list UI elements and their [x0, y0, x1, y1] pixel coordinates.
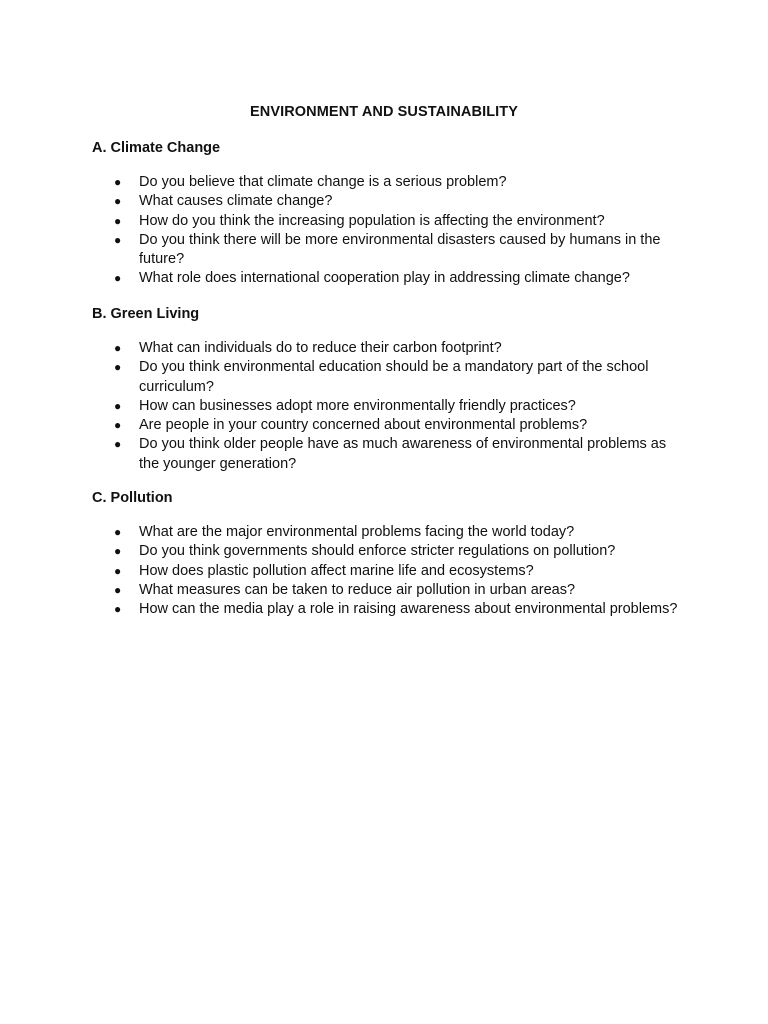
question-list	[92, 523, 682, 619]
list-item	[92, 562, 682, 581]
bullet-icon: ●	[114, 437, 122, 452]
bullet-icon: ●	[114, 341, 122, 355]
bullet-icon: ●	[114, 213, 122, 228]
section-green-living	[92, 305, 682, 474]
list-item	[92, 542, 682, 561]
bullet-icon: ●	[114, 418, 122, 433]
question-text: How can businesses adopt more environmentally friendly practices?	[139, 397, 576, 414]
bullet-icon: ●	[114, 271, 122, 286]
section-heading: C. Pollution	[92, 490, 173, 506]
section-heading: B. Green Living	[92, 306, 200, 322]
document-title: ENVIRONMENT AND SUSTAINABILITY	[249, 104, 519, 120]
bullet-icon: ●	[114, 232, 122, 247]
question-text: What measures can be taken to reduce air pollution in urban areas?	[139, 581, 576, 598]
list-item	[92, 231, 682, 270]
question-list	[92, 339, 682, 474]
question-text: How can the media play a role in raising awareness about environmental problems?	[139, 601, 678, 618]
list-item	[92, 269, 682, 288]
bullet-icon: ●	[114, 398, 122, 413]
question-text: What can individuals do to reduce their carbon footprint?	[139, 340, 502, 356]
list-item	[92, 173, 682, 192]
bullet-icon: ●	[114, 175, 122, 189]
section-climate-change	[92, 139, 682, 289]
section-pollution	[92, 489, 682, 619]
list-item	[92, 358, 682, 397]
list-item	[92, 600, 682, 619]
question-text: Do you think there will be more environmental disasters caused by humans in the future?	[139, 231, 661, 268]
question-text: How does plastic pollution affect marine life and ecosystems?	[139, 562, 534, 579]
list-item	[92, 435, 682, 474]
question-text: Do you think environmental education should be a mandatory part of the school curriculum?	[139, 359, 649, 395]
question-text: What causes climate change?	[139, 193, 333, 210]
list-item	[92, 523, 682, 542]
bullet-icon: ●	[114, 544, 122, 559]
list-item	[92, 581, 682, 600]
question-list	[92, 173, 682, 289]
question-text: Do you believe that climate change is a serious problem?	[139, 174, 507, 190]
bullet-icon: ●	[114, 525, 122, 539]
list-item	[92, 339, 682, 358]
question-text: Do you think older people have as much awareness of environmental problems as the younger generation?	[139, 436, 667, 472]
bullet-icon: ●	[114, 582, 122, 597]
bullet-icon: ●	[114, 602, 122, 617]
bullet-icon: ●	[114, 563, 122, 578]
list-item	[92, 416, 682, 435]
list-item	[92, 397, 682, 416]
bullet-icon: ●	[114, 360, 122, 375]
section-heading: A. Climate Change	[92, 140, 221, 156]
list-item	[92, 192, 682, 211]
question-text: What are the major environmental problems facing the world today?	[139, 524, 575, 540]
question-text: How do you think the increasing population is affecting the environment?	[139, 212, 605, 229]
question-text: What role does international cooperation play in addressing climate change?	[139, 270, 630, 287]
list-item	[92, 212, 682, 231]
question-text: Are people in your country concerned about environmental problems?	[139, 417, 588, 434]
question-text: Do you think governments should enforce stricter regulations on pollution?	[139, 543, 616, 560]
bullet-icon: ●	[114, 194, 122, 209]
